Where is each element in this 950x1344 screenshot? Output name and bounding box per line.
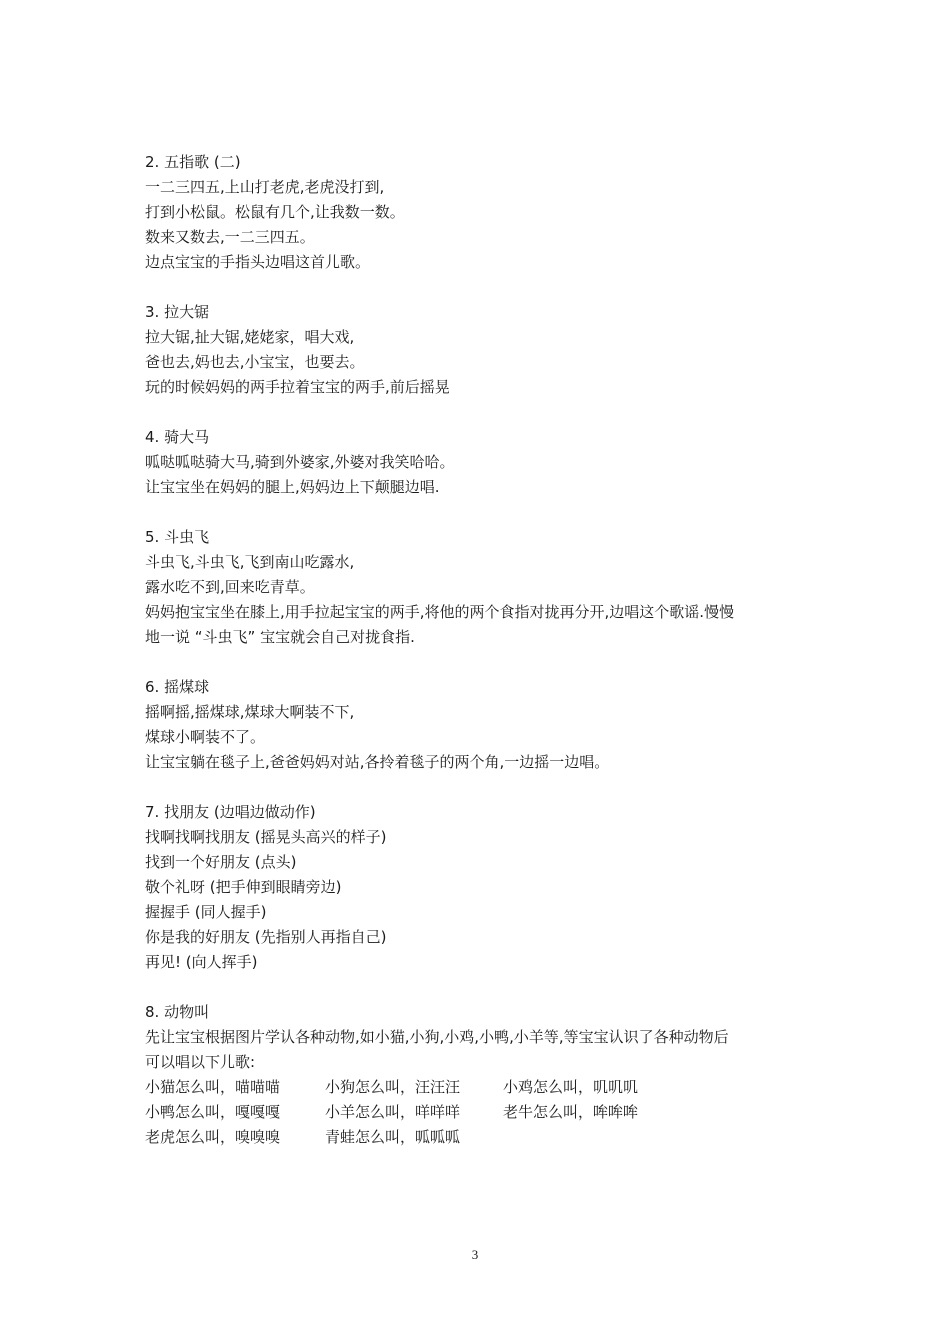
section-title: 8. 动物叫 xyxy=(145,1003,210,1021)
animal-song-row xyxy=(145,1075,825,1100)
lyric-line: 你是我的好朋友 (先指别人再指自己) xyxy=(145,928,387,946)
lyric-line: 握握手 (同人握手) xyxy=(145,903,267,921)
section-title: 3. 拉大锯 xyxy=(145,303,210,321)
lyric-line: 爸也去,妈也去,小宝宝，也要去。 xyxy=(145,353,365,371)
section-title: 6. 摇煤球 xyxy=(145,678,210,696)
section-title: 2. 五指歌 (二) xyxy=(145,153,241,171)
lyric-line: 拉大锯,扯大锯,姥姥家，唱大戏, xyxy=(145,328,355,346)
section-title: 4. 骑大马 xyxy=(145,428,210,446)
lyric-line: 斗虫飞,斗虫飞,飞到南山吃露水, xyxy=(145,553,355,571)
animal-verse: 青蛙怎么叫，呱呱呱 xyxy=(325,1128,461,1146)
page-number: 3 xyxy=(471,1247,479,1262)
instruction-line: 地一说 “斗虫飞” 宝宝就会自己对拢食指. xyxy=(145,628,415,646)
section-zhaopengyou xyxy=(145,800,825,975)
animal-verse xyxy=(503,1125,703,1150)
document-body xyxy=(145,150,825,1175)
section-title: 7. 找朋友 (边唱边做动作) xyxy=(145,803,316,821)
section-qidama xyxy=(145,425,825,500)
lyric-line: 摇啊摇,摇煤球,煤球大啊装不下, xyxy=(145,703,355,721)
instruction-line: 让宝宝坐在妈妈的腿上,妈妈边上下颠腿边唱. xyxy=(145,478,440,496)
animal-verse: 小鸭怎么叫，嘎嘎嘎 xyxy=(145,1103,281,1121)
lyric-line: 敬个礼呀 (把手伸到眼睛旁边) xyxy=(145,878,342,896)
instruction-line: 边点宝宝的手指头边唱这首儿歌。 xyxy=(145,253,371,271)
animal-song-row xyxy=(145,1125,825,1150)
animal-song-row xyxy=(145,1100,825,1125)
animal-verse: 小羊怎么叫，咩咩咩 xyxy=(325,1103,461,1121)
lyric-line: 数来又数去,一二三四五。 xyxy=(145,228,315,246)
section-ladaju xyxy=(145,300,825,400)
lyric-line: 打到小松鼠。松鼠有几个,让我数一数。 xyxy=(145,203,405,221)
lyric-line: 再见! (向人挥手) xyxy=(145,953,258,971)
lyric-line: 一二三四五,上山打老虎,老虎没打到, xyxy=(145,178,385,196)
section-title: 5. 斗虫飞 xyxy=(145,528,210,546)
instruction-line: 妈妈抱宝宝坐在膝上,用手拉起宝宝的两手,将他的两个食指对拢再分开,边唱这个歌谣.慢慢 xyxy=(145,603,735,621)
lyric-line: 找啊找啊找朋友 (摇晃头高兴的样子) xyxy=(145,828,387,846)
animal-verse: 老牛怎么叫，哞哞哞 xyxy=(503,1103,639,1121)
lyric-line: 找到一个好朋友 (点头) xyxy=(145,853,297,871)
lyric-line: 呱哒呱哒骑大马,骑到外婆家,外婆对我笑哈哈。 xyxy=(145,453,455,471)
instruction-line: 让宝宝躺在毯子上,爸爸妈妈对站,各拎着毯子的两个角,一边摇一边唱。 xyxy=(145,753,610,771)
instruction-line: 可以唱以下儿歌: xyxy=(145,1053,256,1071)
animal-verse: 小鸡怎么叫，叽叽叽 xyxy=(503,1078,639,1096)
animal-verse: 小狗怎么叫，汪汪汪 xyxy=(325,1078,461,1096)
section-wuzhige xyxy=(145,150,825,275)
section-douchongfei xyxy=(145,525,825,650)
animal-verse: 小猫怎么叫，喵喵喵 xyxy=(145,1078,281,1096)
section-yaomeiqiu xyxy=(145,675,825,775)
lyric-line: 煤球小啊装不了。 xyxy=(145,728,266,746)
instruction-line: 玩的时候妈妈的两手拉着宝宝的两手,前后摇晃 xyxy=(145,378,450,396)
section-dongwujiao xyxy=(145,1000,825,1150)
instruction-line: 先让宝宝根据图片学认各种动物,如小猫,小狗,小鸡,小鸭,小羊等,等宝宝认识了各种动物后 xyxy=(145,1028,729,1046)
lyric-line: 露水吃不到,回来吃青草。 xyxy=(145,578,315,596)
animal-verse: 老虎怎么叫，嗅嗅嗅 xyxy=(145,1128,281,1146)
